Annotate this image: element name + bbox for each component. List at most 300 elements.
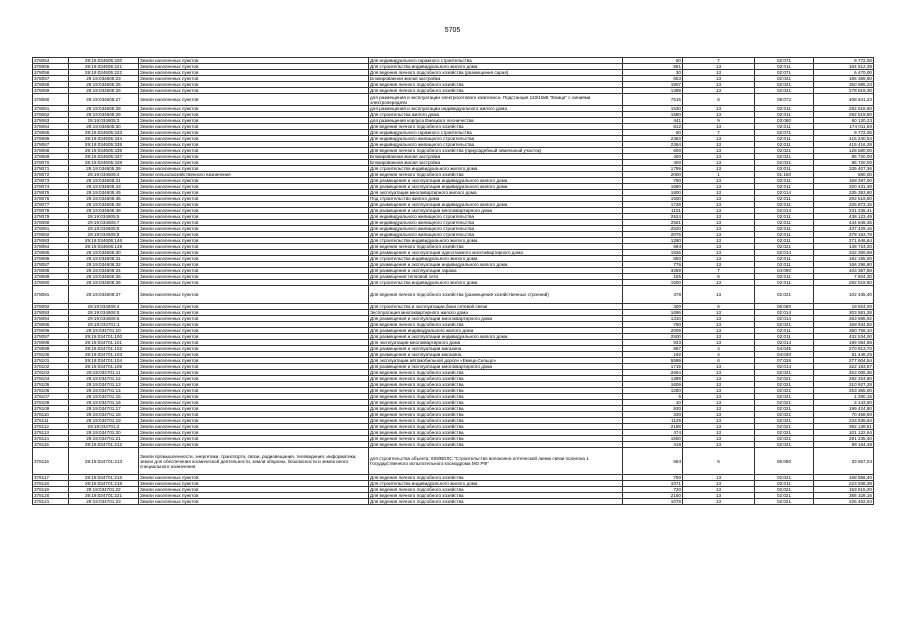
cadastral-value-cell: 453 005,36 — [814, 370, 874, 376]
group-cell: 6 — [683, 358, 755, 364]
cadastral-value-cell: 444 646,36 — [814, 220, 874, 226]
cadastral-value-cell: 378 153,78 — [814, 232, 874, 238]
area-cell: 861 — [623, 64, 683, 70]
use-code-cell: 02:071 — [755, 70, 814, 76]
area-cell: 1728 — [623, 202, 683, 208]
use-code-cell: 02:014 — [755, 310, 814, 316]
cadastral-value-cell: 174 011,60 — [814, 124, 874, 130]
cadastral-number-cell: 29:19:034701:11 — [69, 370, 139, 376]
row-number-cell: 378096 — [33, 328, 69, 334]
permitted-use-cell: Для индивидуального гаражного строительства — [369, 58, 623, 64]
cadastral-value-cell: 253 365,00 — [814, 388, 874, 394]
cadastral-value-cell: 85 720,00 — [814, 154, 874, 160]
cadastral-number-cell: 29:19:034605:45 — [69, 190, 139, 196]
land-category-cell: Земли населенных пунктов — [139, 262, 369, 268]
area-cell: 1907 — [623, 82, 683, 88]
use-code-cell: 02:021 — [755, 493, 814, 499]
permitted-use-cell: для размещения и эксплуатации электросетевого комплекса- Подстанция 110/10кВ "Емица" с линиями электропередачи — [369, 94, 623, 106]
cadastral-value-cell: 7 604,30 — [814, 274, 874, 280]
page-number: 5705 — [444, 27, 461, 34]
use-code-cell: 02:021 — [755, 322, 814, 328]
cadastral-number-cell: 29:19:034701:102 — [69, 346, 139, 352]
group-cell: 13 — [683, 328, 755, 334]
permitted-use-cell: Для строительства и эксплуатации бани сетевой связи — [369, 304, 623, 310]
group-cell: 13 — [683, 310, 755, 316]
area-cell: 330 — [623, 412, 683, 418]
permitted-use-cell: Для строительства индивидуального жилого дома — [369, 481, 623, 487]
cadastral-value-cell: 270 813,70 — [814, 346, 874, 352]
area-cell: 1260 — [623, 238, 683, 244]
area-cell: 6 — [623, 394, 683, 400]
group-cell: 13 — [683, 226, 755, 232]
area-cell: 1836 — [623, 250, 683, 256]
land-category-cell: Земли населенных пунктов — [139, 238, 369, 244]
cadastral-number-cell: 29:19:034605:27 — [69, 94, 139, 106]
cadastral-value-cell: 292 518,60 — [814, 106, 874, 112]
cadastral-value-cell: 9 772,06 — [814, 130, 874, 136]
area-cell: 684 — [623, 448, 683, 475]
group-cell: 13 — [683, 214, 755, 220]
cadastral-number-cell: 29:19:034701:218 — [69, 481, 139, 487]
area-cell: 2664 — [623, 370, 683, 376]
cadastral-number-cell: 29:19:034701:105 — [69, 364, 139, 370]
land-category-cell: Земли населенных пунктов — [139, 412, 369, 418]
area-cell: 2561 — [623, 220, 683, 226]
permitted-use-cell: Для размещения и эксплуатации индивидуального жилого дома — [369, 262, 623, 268]
cadastral-value-cell: 169 297,00 — [814, 178, 874, 184]
land-category-cell: Земли населенных пунктов — [139, 244, 369, 250]
cadastral-value-cell: 263 665,92 — [814, 316, 874, 322]
cadastral-value-cell: 432 534,00 — [814, 334, 874, 340]
land-category-cell: Земли населенных пунктов — [139, 316, 369, 322]
land-category-cell: Земли населенных пунктов — [139, 364, 369, 370]
land-category-cell: Земли населенных пунктов — [139, 382, 369, 388]
permitted-use-cell: Для ведения личного подсобного хозяйства — [369, 382, 623, 388]
permitted-use-cell: Для индивидуального жилищного строительства — [369, 214, 623, 220]
area-cell: 2524 — [623, 214, 683, 220]
group-cell: 13 — [683, 106, 755, 112]
cadastral-value-cell: 580,00 — [814, 172, 874, 178]
cadastral-number-cell: 29:19:034701:103 — [69, 352, 139, 358]
group-cell: 13 — [683, 280, 755, 286]
cadastral-value-cell: 33 657,04 — [814, 448, 874, 475]
group-cell: 13 — [683, 82, 755, 88]
group-cell: 13 — [683, 436, 755, 442]
land-category-cell: Земли населенных пунктов — [139, 436, 369, 442]
group-cell: 13 — [683, 364, 755, 370]
group-cell: 1 — [683, 172, 755, 178]
permitted-use-cell: Для размещения и эксплуатации магазина — [369, 352, 623, 358]
area-cell: 1500 — [623, 196, 683, 202]
cadastral-value-cell: 2 143,60 — [814, 400, 874, 406]
permitted-use-cell: Для размещения и эксплуатации индивидуального жилого дома — [369, 334, 623, 340]
cadastral-value-cell: 408 641,23 — [814, 94, 874, 106]
cadastral-value-cell: 415 240,54 — [814, 136, 874, 142]
permitted-use-cell: Для ведения личного подсобного хозяйства — [369, 388, 623, 394]
permitted-use-cell: Для ведения личного подсобного хозяйства — [369, 418, 623, 424]
permitted-use-cell: Для ведения личного подсобного хозяйства (размещения сарая) — [369, 70, 623, 76]
cadastral-value-cell: 277 604,54 — [814, 358, 874, 364]
cadastral-value-cell: 182 155,00 — [814, 256, 874, 262]
land-category-cell: Земли населенных пунктов — [139, 64, 369, 70]
group-cell: 13 — [683, 376, 755, 382]
use-code-cell: 02:011 — [755, 106, 814, 112]
group-cell: 13 — [683, 160, 755, 166]
cadastral-value-cell: 70 458,90 — [814, 412, 874, 418]
use-code-cell: 02:011 — [755, 124, 814, 130]
permitted-use-cell: Для строительства индивидуального жилого дома — [369, 280, 623, 286]
area-cell: 1500 — [623, 436, 683, 442]
group-cell: 4 — [683, 346, 755, 352]
land-category-cell: Земли населенных пунктов — [139, 136, 369, 142]
use-code-cell: 02:011 — [755, 256, 814, 262]
cadastral-value-cell: 199 424,80 — [814, 406, 874, 412]
group-cell: 13 — [683, 70, 755, 76]
cadastral-number-cell: 29:19:034605:336 — [69, 148, 139, 154]
cadastral-number-cell: 29:19:034605:23 — [69, 76, 139, 82]
group-cell: 13 — [683, 499, 755, 505]
land-category-cell: Земли населенных пунктов — [139, 346, 369, 352]
land-category-cell: Земли населенных пунктов — [139, 418, 369, 424]
cadastral-number-cell: 29:19:034605:43 — [69, 184, 139, 190]
group-cell: 13 — [683, 487, 755, 493]
land-category-cell: Земли населенных пунктов — [139, 286, 369, 304]
cadastral-value-cell: 350 985,23 — [814, 82, 874, 88]
land-category-cell: Земли населенных пунктов — [139, 94, 369, 106]
area-cell: 5599 — [623, 358, 683, 364]
permitted-use-cell: Для строительства индивидуального жилого дома — [369, 256, 623, 262]
land-category-cell: Земли населенных пунктов — [139, 142, 369, 148]
use-code-cell: 02:011 — [755, 64, 814, 70]
group-cell: 13 — [683, 148, 755, 154]
table-row — [33, 448, 874, 475]
cadastral-value-cell: 360 766,10 — [814, 328, 874, 334]
use-code-cell: 02:021 — [755, 400, 814, 406]
land-category-cell: Земли населенных пунктов — [139, 334, 369, 340]
cadastral-number-cell: 29:19:034701:18 — [69, 412, 139, 418]
land-category-cell: Земли населенных пунктов — [139, 70, 369, 76]
cadastral-number-cell: 29:19:034605:335 — [69, 142, 139, 148]
area-cell: 790 — [623, 322, 683, 328]
row-number-cell: 378090 — [33, 280, 69, 286]
cadastral-value-cell: 415 416,28 — [814, 142, 874, 148]
group-cell: 13 — [683, 136, 755, 142]
permitted-use-cell: Для ведения личного подсобного хозяйства — [369, 442, 623, 448]
group-cell: 13 — [683, 256, 755, 262]
cadastral-number-cell: 29:19:034606:31 — [69, 256, 139, 262]
group-cell: 13 — [683, 406, 755, 412]
row-number-cell: 378104 — [33, 376, 69, 382]
group-cell: 7 — [683, 130, 755, 136]
row-number-cell: 378059 — [33, 88, 69, 94]
row-number-cell: 378078 — [33, 208, 69, 214]
row-number-cell: 378084 — [33, 244, 69, 250]
cadastral-number-cell: 29:19:034605:28 — [69, 106, 139, 112]
use-code-cell: 02:021 — [755, 88, 814, 94]
group-cell: 13 — [683, 388, 755, 394]
permitted-use-cell: Под строительство жилого дома — [369, 196, 623, 202]
land-category-cell: Земли населенных пунктов — [139, 154, 369, 160]
use-code-cell: 02:021 — [755, 394, 814, 400]
cadastral-number-cell: 29:19:034606:37 — [69, 286, 139, 304]
use-code-cell: 02:014 — [755, 364, 814, 370]
use-code-cell: 02:011 — [755, 481, 814, 487]
group-cell: 13 — [683, 340, 755, 346]
area-cell: 1696 — [623, 310, 683, 316]
cadastral-value-cell: 342 355,68 — [814, 250, 874, 256]
use-code-cell: 02:011 — [755, 178, 814, 184]
row-number-cell: 378080 — [33, 220, 69, 226]
group-cell: 13 — [683, 232, 755, 238]
land-category-cell: Земли населенных пунктов — [139, 82, 369, 88]
cadastral-number-cell: 29:19:034606:146 — [69, 238, 139, 244]
group-cell: 6 — [683, 304, 755, 310]
area-cell: 1680 — [623, 184, 683, 190]
land-category-cell: Земли населенных пунктов — [139, 322, 369, 328]
area-cell: 1398 — [623, 376, 683, 382]
cadastral-value-cell: 85 720,00 — [814, 160, 874, 166]
cadastral-value-cell: 292 519,50 — [814, 196, 874, 202]
cadastral-number-cell: 29:19:034606:32 — [69, 262, 139, 268]
use-code-cell: 02:011 — [755, 196, 814, 202]
area-cell: 400 — [623, 154, 683, 160]
land-category-cell: Земли населенных пунктов — [139, 118, 369, 124]
permitted-use-cell: Для строительства индивидуального жилого дома — [369, 238, 623, 244]
row-number-cell: 378082 — [33, 232, 69, 238]
group-cell: 13 — [683, 262, 755, 268]
permitted-use-cell: Для индивидуального жилищного строительства — [369, 142, 623, 148]
area-cell: 155 — [623, 274, 683, 280]
permitted-use-cell: Для индивидуального жилищного строительства — [369, 220, 623, 226]
permitted-use-cell: Для размещения и эксплуатации индивидуального жилого дома — [369, 178, 623, 184]
area-cell: 1078 — [623, 499, 683, 505]
row-number-cell: 378120 — [33, 493, 69, 499]
permitted-use-cell: Для ведения личного подсобного хозяйства — [369, 424, 623, 430]
area-cell: 1101 — [623, 208, 683, 214]
row-number-cell: 378098 — [33, 340, 69, 346]
row-number-cell: 378106 — [33, 388, 69, 394]
cadastral-value-cell: 19 924,00 — [814, 304, 874, 310]
cadastral-number-cell: 29:19:034701:17 — [69, 406, 139, 412]
use-code-cell: 02:021 — [755, 382, 814, 388]
row-number-cell: 378061 — [33, 106, 69, 112]
land-category-cell: Земли населенных пунктов — [139, 328, 369, 334]
row-number-cell: 378085 — [33, 250, 69, 256]
row-number-cell: 378067 — [33, 142, 69, 148]
row-number-cell: 378107 — [33, 394, 69, 400]
land-category-cell: Земли населенных пунктов — [139, 424, 369, 430]
land-category-cell: Земли населенных пунктов — [139, 196, 369, 202]
land-category-cell: Земли населенных пунктов — [139, 499, 369, 505]
cadastral-number-cell: 29:19:034701:13 — [69, 382, 139, 388]
group-cell: 13 — [683, 250, 755, 256]
cadastral-number-cell: 29:19:034605:220 — [69, 58, 139, 64]
cadastral-number-cell: 29:19:034701:14 — [69, 388, 139, 394]
area-cell: 790 — [623, 475, 683, 481]
row-number-cell: 378112 — [33, 424, 69, 430]
cadastral-value-cell: 168 556,40 — [814, 475, 874, 481]
permitted-use-cell: Для ведения личного подсобного хозяйства — [369, 400, 623, 406]
use-code-cell: 02:031 — [755, 154, 814, 160]
group-cell: 13 — [683, 208, 755, 214]
group-cell: 13 — [683, 154, 755, 160]
permitted-use-cell: Для ведения личного подсобного хозяйства — [369, 487, 623, 493]
use-code-cell: 02:021 — [755, 406, 814, 412]
use-code-cell: 02:071 — [755, 58, 814, 64]
group-cell: 13 — [683, 166, 755, 172]
land-category-cell: Земли населенных пунктов — [139, 280, 369, 286]
permitted-use-cell: Для строительства индивидуального жилого дома — [369, 64, 623, 70]
row-number-cell: 378117 — [33, 475, 69, 481]
area-cell: 930 — [623, 406, 683, 412]
cadastral-number-cell: 29:19:034701:221 — [69, 493, 139, 499]
area-cell: 2520 — [623, 226, 683, 232]
permitted-use-cell: Для ведения личного подсобного хозяйства — [369, 88, 623, 94]
cadastral-number-cell: 29:19:034605:49 — [69, 208, 139, 214]
group-cell: 13 — [683, 412, 755, 418]
use-code-cell: 04:040 — [755, 352, 814, 358]
area-cell: 1129 — [623, 418, 683, 424]
cadastral-number-cell: 29:19:034605:221 — [69, 64, 139, 70]
group-cell: 13 — [683, 424, 755, 430]
use-code-cell: 02:011 — [755, 280, 814, 286]
cadastral-value-cell: 102 435,40 — [814, 286, 874, 304]
group-cell: 13 — [683, 202, 755, 208]
row-number-cell: 378072 — [33, 172, 69, 178]
use-code-cell: 02:021 — [755, 388, 814, 394]
cadastral-number-cell: 29:19:034701:15 — [69, 394, 139, 400]
group-cell: 13 — [683, 244, 755, 250]
land-category-cell: Земли населенных пунктов — [139, 394, 369, 400]
permitted-use-cell: Для размещения и эксплуатации магазина — [369, 346, 623, 352]
use-code-cell: 02:011 — [755, 226, 814, 232]
cadastral-value-cell: 153 615,20 — [814, 487, 874, 493]
area-cell: 1800 — [623, 190, 683, 196]
row-number-cell: 378088 — [33, 268, 69, 274]
use-code-cell: 02:011 — [755, 202, 814, 208]
use-code-cell: 02:011 — [755, 232, 814, 238]
group-cell: 13 — [683, 475, 755, 481]
permitted-use-cell: Для ведения личного подсобного хозяйства — [369, 430, 623, 436]
area-cell: 2076 — [623, 232, 683, 238]
cadastral-value-cell: 101 132,64 — [814, 430, 874, 436]
area-cell: 887 — [623, 346, 683, 352]
area-cell: 1715 — [623, 364, 683, 370]
cadastral-number-cell: 29:19:034605:26 — [69, 88, 139, 94]
use-code-cell: 02:011 — [755, 238, 814, 244]
area-cell: 812 — [623, 124, 683, 130]
cadastral-number-cell: 29:19:034701:10 — [69, 328, 139, 334]
area-cell: 418 — [623, 442, 683, 448]
cadastral-number-cell: 29:19:034701:104 — [69, 358, 139, 364]
cadastral-number-cell: 29:19:034701:213 — [69, 448, 139, 475]
group-cell: 13 — [683, 220, 755, 226]
land-category-cell: Земли населенных пунктов — [139, 226, 369, 232]
land-category-cell: Земли населенных пунктов — [139, 88, 369, 94]
row-number-cell: 378075 — [33, 190, 69, 196]
use-code-cell: 06:080 — [755, 448, 814, 475]
permitted-use-cell: Для ведения личного подсобного хозяйства (размещения хозяйственных строений) — [369, 286, 623, 304]
row-number-cell: 378064 — [33, 124, 69, 130]
permitted-use-cell: Для ведения личного подсобного хозяйства — [369, 499, 623, 505]
use-code-cell: 02:021 — [755, 442, 814, 448]
permitted-use-cell: Блокированная жилая застройка — [369, 160, 623, 166]
use-code-cell: 02:021 — [755, 286, 814, 304]
area-cell: 776 — [623, 262, 683, 268]
permitted-use-cell: Для строительства индивидуального жилого дома — [369, 166, 623, 172]
land-category-cell: Земли населенных пунктов — [139, 148, 369, 154]
row-number-cell: 378083 — [33, 238, 69, 244]
use-code-cell: 02:021 — [755, 412, 814, 418]
group-cell: 13 — [683, 334, 755, 340]
permitted-use-cell: для размещения и эксплуатации индивидуального жилого дома — [369, 106, 623, 112]
area-cell: 850 — [623, 256, 683, 262]
row-number-cell: 378071 — [33, 166, 69, 172]
group-cell: 13 — [683, 493, 755, 499]
permitted-use-cell: Для ведения личного подсобного хозяйства — [369, 244, 623, 250]
cadastral-value-cell: 148 724,20 — [814, 244, 874, 250]
cadastral-value-cell: 60 120,23 — [814, 118, 874, 124]
area-cell: 441 — [623, 118, 683, 124]
row-number-cell: 378093 — [33, 310, 69, 316]
use-code-cell: 02:014 — [755, 208, 814, 214]
cadastral-number-cell: 29:19:034701:212 — [69, 442, 139, 448]
area-cell: 1071 — [623, 481, 683, 487]
area-cell: 2364 — [623, 142, 683, 148]
group-cell: 13 — [683, 112, 755, 118]
permitted-use-cell: Для размещения и эксплуатации индивидуального жилого дома — [369, 184, 623, 190]
group-cell: 6 — [683, 448, 755, 475]
area-cell: 2188 — [623, 424, 683, 430]
land-category-cell: Земли населенных пунктов — [139, 160, 369, 166]
cadastral-number-cell: 29:19:034606:4 — [69, 304, 139, 310]
permitted-use-cell: Для ведения личного подсобного хозяйства — [369, 124, 623, 130]
land-category-cell: Земли населенных пунктов — [139, 256, 369, 262]
row-number-cell: 378121 — [33, 499, 69, 505]
row-number-cell: 378058 — [33, 82, 69, 88]
cadastral-number-cell: 29:19:034605:29 — [69, 112, 139, 118]
row-number-cell: 378116 — [33, 448, 69, 475]
cadastral-number-cell: 29:19:034605:4 — [69, 172, 139, 178]
use-code-cell: 02:011 — [755, 220, 814, 226]
area-cell: 694 — [623, 244, 683, 250]
row-number-cell: 378087 — [33, 262, 69, 268]
cadastral-number-cell: 29:19:034605:8 — [69, 226, 139, 232]
group-cell: 13 — [683, 382, 755, 388]
permitted-use-cell: Для размещения и эксплуатации одноэтажного многоквартирного дома — [369, 250, 623, 256]
area-cell: 653 — [623, 76, 683, 82]
land-category-cell: Земли населенных пунктов — [139, 208, 369, 214]
cadastral-number-cell: 29:19:034605:25 — [69, 82, 139, 88]
group-cell: 13 — [683, 370, 755, 376]
area-cell: 2009 — [623, 328, 683, 334]
cadastral-value-cell: 89 164,48 — [814, 442, 874, 448]
group-cell: 9 — [683, 118, 755, 124]
land-category-cell: Земли населенных пунктов — [139, 358, 369, 364]
land-category-cell: Земли населенных пунктов — [139, 202, 369, 208]
permitted-use-cell: Блокированная жилая застройка — [369, 76, 623, 82]
table-row — [33, 286, 874, 304]
use-code-cell: 02:021 — [755, 424, 814, 430]
permitted-use-cell: Для ведения личного подсобного хозяйства — [369, 370, 623, 376]
permitted-use-cell: Для ведения личного подсобного хозяйства — [369, 412, 623, 418]
row-number-cell: 378115 — [33, 442, 69, 448]
row-number-cell: 378081 — [33, 226, 69, 232]
area-cell: 60 — [623, 58, 683, 64]
cadastral-value-cell: 6 470,00 — [814, 70, 874, 76]
use-code-cell: 02:021 — [755, 82, 814, 88]
area-cell: 720 — [623, 487, 683, 493]
